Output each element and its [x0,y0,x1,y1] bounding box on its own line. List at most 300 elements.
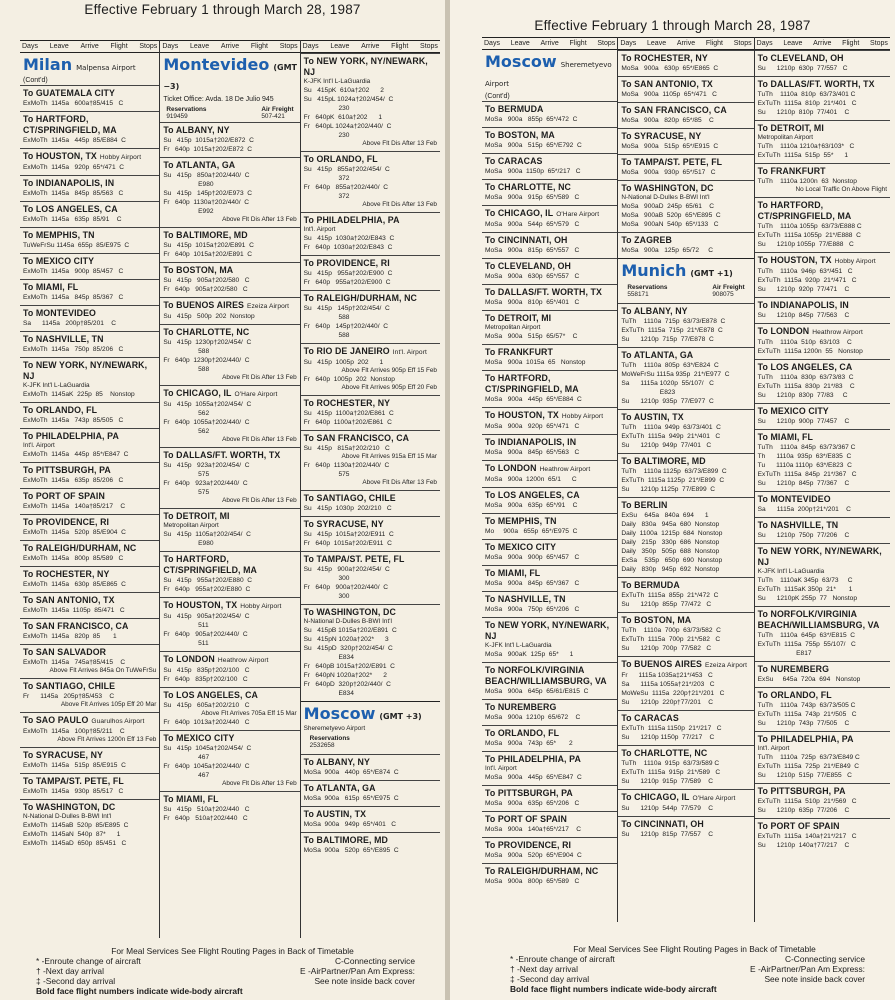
column-header-label: Stops [870,40,888,47]
destination-name [758,520,887,531]
destination-name [485,130,614,141]
destination-entry [301,212,440,255]
destination-name [485,814,614,825]
airport-note: K-JFK Int'l L-LaGuardia [757,568,825,575]
destination-city: To ROCHESTER, NY [621,53,708,63]
airport-note: N-National D-Dulles B-BWI Int'l [303,618,392,625]
column-header [20,40,159,53]
flight-row: Su 415p 510a†202/440 C [163,806,250,813]
flight-row: MoSa 900a 1210p 65/672 C [485,714,581,721]
flight-row: MoSa 900a 800p 65*/589 C [485,878,580,885]
origin-city [621,261,750,282]
destination-name [304,346,437,358]
airport-note: Metropolitan Airport [163,522,219,529]
flight-row: MoSa 900a 845p 65*/367 C [485,580,580,587]
flight-row: ExMoTh 1145a 635p 85/206 C [23,477,124,484]
destination-airport: Guarulhos Airport [91,718,145,725]
flight-row: ExTuTh 1115a 915p 21*/589 C [621,769,721,776]
destination-city: To PROVIDENCE, RI [303,258,390,268]
destination-city: To INDIANAPOLIS, IN [23,178,115,188]
flight-row: Su 1210p 743p 77/505 C [757,720,850,727]
flight-row: ExMoTh 1145a 630p 85/E865 C [23,581,126,588]
destination-city: To BALTIMORE, MD [303,835,388,845]
destination-entry [20,566,159,592]
destination-city: To TAMPA/ST. PETE, FL [23,776,124,786]
destination-airport: O'Hare Airport [234,391,278,398]
legend-row [30,966,435,976]
destination-city: To SAN FRANCISCO, CA [303,433,410,443]
destination-airport: Hobby Airport [834,258,876,265]
destination-name [304,607,437,618]
flight-note: No Local Traffic On Above Flight [795,186,887,193]
flight-row: 467 [163,772,210,779]
flight-row: Fr 640p 1015a†202/E872 C [163,146,253,153]
flight-row: 588 [163,348,210,355]
destination-entry [482,344,617,370]
flight-row: TuTh 1110a 715p 63/73/E878 C [621,318,726,325]
destination-name [758,432,887,443]
destination-entry [301,754,440,780]
airport-note: Int'l. Airport [303,226,336,233]
flight-row: MoSa 900a 645p 65/61/E815 C [485,688,589,695]
flight-row: ExMoTh 1145a 520p 85/E904 C [23,529,126,536]
destination-entry [482,837,617,863]
flight-row: MoSa 900a 635p 65*/91 C [485,502,578,509]
destination-name [485,594,614,605]
flight-row: ExTuTh 1115a 830p 21*/83 C [757,383,855,390]
column-header-label: Flight [391,43,409,50]
destination-name [163,733,296,744]
page-header: Effective February 1 through March 28, 1987 [84,2,361,17]
flight-row: ExMoTh 1145a 800p 85/589 C [23,555,124,562]
footer-meal-note: For Meal Services See Flight Routing Pages in Back of Timetable [111,946,354,956]
destination-entry [482,258,617,284]
destination-name [23,256,156,267]
destination-name [23,715,156,727]
destination-entry [160,447,299,508]
flight-note: Above Flt Arrives 905p Eff 20 Feb [341,384,437,391]
destination-city: To PITTSBURGH, PA [485,788,573,798]
destination-city: To AUSTIN, TX [621,412,684,422]
destination-entry [20,227,159,253]
flight-row: Su 415p 1230p†202/454/ C [163,339,252,346]
column-header-label: Arrive [540,40,559,47]
destination-name [23,178,156,189]
flight-row: MoSa 900a 515p 65/57* C [485,333,578,340]
destination-name [621,580,750,591]
destination-city: To BUENOS AIRES [621,659,703,669]
flight-row: Fr 640p 955a†202/E900 C [303,279,391,286]
destination-city: To MEMPHIS, TN [23,230,95,240]
destination-name [163,794,296,805]
flight-row: Su 415p 1015a†202/E891 C [163,242,254,249]
flight-row: Su 1210p 630p 77/557 C [757,65,848,72]
destination-entry [301,490,440,516]
flight-row: MoSa 900a 915p 65*/589 C [485,194,580,201]
destination-name [23,230,156,241]
destination-name [163,450,296,461]
destination-city: To CARACAS [485,156,543,166]
destination-city: To NORFOLK/VIRGINIA BEACH/WILLIAMSBURG, VA [485,665,607,686]
destination-name [304,554,437,565]
destination-entry [301,290,440,343]
column-header-label: Arrive [80,43,99,50]
origin-city-name: Montevideo [163,55,270,74]
flight-row: Fr 640p 1015a†202/E911 C [303,540,392,547]
destination-name [485,410,614,422]
destination-name [485,754,614,765]
destination-entry [20,357,159,402]
flight-row: MoSa 900aK 125p 65* 1 [485,651,574,658]
destination-city: To DETROIT, MI [757,123,824,133]
flight-row: Sa 1115a 1020p 55/107/ C [621,380,714,387]
flight-note: Above Flt Arrives 845a On TuWeFrSu [49,667,157,674]
destination-city: To CLEVELAND, OH [757,53,844,63]
flight-row: Fr 640p 1230p†202/440/ C [163,357,250,364]
flight-row: ExMoTh 1145a 445p 85/E884 C [23,137,126,144]
destination-name [485,728,614,739]
destination-name [23,750,156,761]
flight-row: 562 [163,428,210,435]
destination-name [304,293,437,304]
destination-name [485,463,614,475]
flight-row: Su 415p 605a†202/210 C [163,702,250,709]
destination-city: To LOS ANGELES, CA [163,690,258,700]
destination-entry [160,687,299,730]
flight-row: Su 415p 905a†202/454/ C [163,613,250,620]
column-header [755,37,890,50]
destination-entry [20,540,159,566]
destination-entry [482,179,617,205]
destination-airport: Hobby Airport [561,413,604,420]
flight-row: ExMoTh 1145a 750p 85/206 C [23,346,124,353]
flight-row: Su 1210p 220p†77/201 C [621,699,713,706]
destination-airport: Heathrow Airport [812,329,863,336]
destination-name [23,151,156,163]
flight-row: TuWeFrSu 1145a 655p 85/E975 C [23,242,130,249]
flight-row: TuTh 1110a 1210a†63/103* C [757,143,855,150]
airport-note: Metropolitan Airport [757,134,814,141]
destination-entry [160,508,299,551]
destination-entry [20,618,159,644]
destination-airport: Ezeiza Airport [705,662,748,669]
destination-city: To ATLANTA, GA [621,350,694,360]
flight-row: MoSa 900a 855p 65*/472 C [485,116,578,123]
destination-airport: Ezeiza Airport [247,303,290,310]
air-freight-number: 507-421 [261,113,285,120]
origin-city-name: Milan [23,55,73,74]
legend-row [504,974,885,984]
flight-row: MoSa 900a 630p 65*/557 C [485,273,580,280]
flight-row: 575 [163,489,210,496]
destination-name [485,542,614,553]
destination-city: To DETROIT, MI [485,313,552,323]
flight-row: ExTuTh 1115a 845p 21*/367 C [757,471,857,478]
destination-name [485,702,614,713]
flight-row: Su 1210p 915p 77/589 C [621,778,713,785]
flight-row: TuTh 1110a 830p 63/73/83 C [757,374,854,381]
destination-city: To PORT OF SPAIN [23,491,105,501]
destination-entry [618,76,753,102]
flight-row: ExMoTh 1145aK 225p 85 Nonstop [23,391,135,398]
destination-entry [20,712,159,747]
destination-name [758,255,887,267]
flight-row: Su 415p 1045a†202/454/ C [163,745,252,752]
column-header-label: Days [162,43,179,50]
destination-entry [482,539,617,565]
destination-city: To NASHVILLE, TN [23,334,104,344]
destination-name [23,647,156,658]
flight-row: MoWeSu 1115a 220p†21*/201 C [621,690,725,697]
destination-entry [482,513,617,539]
flight-row: Su 1210p 1055p 77/E888 C [757,241,854,248]
column-header-label: Flight [842,40,860,47]
destination-entry [618,50,753,76]
destination-name [163,600,296,612]
destination-entry [755,76,890,120]
destination-name [758,734,887,745]
flight-row: ExTuTh 1115a 949p 21*/401 C [621,433,721,440]
destination-name [23,802,156,813]
air-freight-number: 908075 [712,291,734,298]
flight-row: ExTuTh 1115a 743p 21*/505 C [757,711,857,718]
origin-airport: Malpensa Airport [76,64,136,72]
origin-city-name: Munich [621,261,687,280]
flight-row: 300 [303,593,350,600]
destination-city: To PHILADELPHIA, PA [23,431,119,441]
origin-city [482,50,617,92]
flight-row: Su 415p 850a†202/440/ C [163,172,250,179]
reservations-block [310,735,350,749]
flight-row: MoSa 900a 1200n 65/1 C [485,476,577,483]
destination-name [621,235,750,246]
destination-name [304,258,437,269]
destination-city: To CHARLOTTE, NC [621,748,708,758]
destination-name [621,350,750,361]
destination-name [485,208,614,220]
destination-city: To HARTFORD, CT/SPRINGFIELD, MA [757,200,852,221]
destination-airport: O'Hare Airport [692,795,736,802]
destination-entry [20,773,159,799]
reservations-number: 558171 [627,291,649,298]
destination-city: To LOS ANGELES, CA [757,362,853,372]
flight-note: Above Flt Arrives 1200n Eff 13 Feb [57,736,157,743]
destination-name [23,405,156,416]
flight-row: MoWeFrSu 1115a 935p 21*/E977 C [621,371,730,378]
destination-city: To MEMPHIS, TN [485,516,557,526]
destination-entry [618,497,753,577]
destination-entry [482,863,617,889]
destination-name [621,456,750,467]
destination-entry [20,462,159,488]
legend-symbol: E -AirPartner/Pan Am Express: [300,966,415,976]
flight-row: Th 1110a 935p 63*/E835 C [757,453,852,460]
destination-entry [20,644,159,678]
flight-row: 575 [163,471,210,478]
destination-entry [301,604,440,701]
destination-name [758,300,887,311]
timetable-column [754,37,890,922]
destination-city: To CHICAGO, IL [621,792,690,802]
left-timetable-page [0,0,445,1000]
flight-row: Daily 215p 330p 686 Nonstop [621,539,720,546]
destination-entry [482,127,617,153]
destination-entry [755,323,890,359]
destination-entry [482,310,617,344]
flight-row: MoSa 900a 1150p 65*/217 C [485,168,581,175]
flight-row: Fr 640pK 610a†202 1 [303,114,383,121]
origin-gmt: (GMT −3) [163,63,297,91]
destination-city: To BOSTON, MA [485,130,555,140]
flight-row: E992 [163,208,214,215]
destination-name [758,123,887,134]
column-header [160,40,299,53]
destination-city: To HOUSTON, TX [163,600,238,610]
flight-row: ExTuTh 1115a 1150p 21*/217 C [621,725,722,732]
legend-row [504,954,885,964]
origin-airport: Sheremetyevo Airport [303,725,366,732]
reservations-info [621,282,750,300]
column-header-label: Leave [49,43,69,50]
destination-name [23,776,156,787]
destination-name [758,609,887,631]
flight-row: TuTh 1110a 725p 63/73/E849 C [757,754,860,761]
air-freight-block [712,284,744,298]
flight-row: Fr 640pB 1015a†202/E891 C [303,663,395,670]
destination-name [758,494,887,505]
destination-entry [618,710,753,745]
flight-row: Su 1210p 855p 77/472 C [621,601,712,608]
destination-name [485,840,614,851]
flight-row: Sa 1145a 200p†85/201 C [23,320,116,327]
flight-row: MoSa 900a 445p 65*/E847 C [485,774,582,781]
reservations-info [160,104,299,122]
destination-name [758,406,887,417]
flight-row: ExTuTh 1115a 810p 21*/401 C [757,100,857,107]
destination-name [23,569,156,580]
flight-row: MoSa 900a 1105p 65*/471 C [621,91,717,98]
destination-city: To CLEVELAND, OH [485,261,571,271]
flight-row: 230 [303,105,350,112]
destination-entry [301,255,440,290]
destination-city: To ROCHESTER, NY [303,398,391,408]
destination-entry [618,409,753,453]
destination-city: To MIAMI, FL [757,432,813,442]
destination-city: To BERLIN [621,500,668,510]
destination-name [304,835,437,846]
flight-row: ExMoTh 1145a 445p 85*/E847 C [23,451,129,458]
flight-row: Su 1210p 900p 77/457 C [757,418,850,425]
flight-row: E980 [163,540,214,547]
destination-entry [20,402,159,428]
reservations-info [304,733,437,751]
destination-city: To MEXICO CITY [23,256,95,266]
flight-note: Above Flt Dis After 13 Feb [222,436,297,443]
flight-row: MoSa 900a 930p 65*/517 C [621,169,716,176]
legend-symbol: * -Enroute change of aircraft [510,954,615,964]
flight-row: E834 [303,690,354,697]
flight-row: Su 415pL 1024a†202/454/ C [303,96,394,103]
destination-name [23,517,156,528]
destination-city: To FRANKFURT [485,347,553,357]
reservations-block [627,284,667,298]
flight-row: MoSa 900a 630p 65*/E865 C [621,65,719,72]
destination-name [163,554,296,576]
destination-entry [482,205,617,232]
flight-row: Fr 640p 1100a†202/E861 C [303,419,392,426]
destination-city: To MONTEVIDEO [757,494,831,504]
destination-city: To BOSTON, MA [163,265,234,275]
destination-city: To WASHINGTON, DC [303,607,396,617]
flight-row: ExMoTh 1145a 140a†85/217 C [23,503,126,510]
flight-row: Su 415p 500p 202 Nonstop [163,313,255,320]
destination-city: To CHARLOTTE, NC [163,327,250,337]
flight-row: Fr 1115a 1035a‡21*/453 C [621,672,713,679]
destination-name [163,327,296,338]
destination-city: To SYRACUSE, NY [621,131,702,141]
flight-row: TuTh 1110a 1125p 63/73/E899 C [621,468,727,475]
destination-entry [160,122,299,157]
destination-entry [20,428,159,462]
flight-row: 230 [303,132,350,139]
legend-symbol: See note inside back cover [764,974,865,984]
destination-name [23,282,156,293]
flight-row: Su 415p 905a†202/580 C [163,277,250,284]
legend-row [30,976,435,986]
destination-name [163,300,296,312]
flight-row: Su 1210p 635p 77/206 C [757,807,850,814]
destination-city: To BERMUDA [485,104,544,114]
destination-entry [755,818,890,853]
flight-row: ExTuTh 1115a 755p 55/107/ C [757,641,856,648]
flight-row: MoSa 900a 440p 65*/E874 C [303,769,399,776]
destination-airport: Heathrow Airport [217,657,269,664]
legend-row [504,964,885,974]
destination-airport: Int'l. Airport [392,349,427,356]
destination-city: To DALLAS/FT. WORTH, TX [485,287,602,297]
flight-row: ExMoTh 1145a 845p 85/563 C [23,190,124,197]
destination-name [621,306,750,317]
destination-name [621,659,750,671]
flight-row: ExTuTh 1115a 140a†21*/217 C [757,833,857,840]
destination-name [23,543,156,554]
flight-row: MoSa 900a 900p 65*/457 C [485,554,580,561]
destination-city: To LOS ANGELES, CA [485,490,580,500]
destination-entry [618,180,753,232]
destination-entry [618,303,753,347]
destination-entry [482,785,617,811]
flight-row: 588 [303,332,350,339]
flight-row: Daily 830a 945a 680 Nonstop [621,521,720,528]
flight-row: Daily 350p 505p 688 Nonstop [621,548,720,555]
origin-city [304,704,437,725]
destination-city: To SANTIAGO, CHILE [303,493,396,503]
airport-note: Metropolitan Airport [485,324,541,331]
flight-row: ExMoTh 1145a 820p 85 1 [23,633,117,640]
flight-row: Fr 640p 1013a†202/440 C [163,719,250,726]
destination-entry [301,430,440,490]
flight-row: Su 415pB 1015a†202/E891 C [303,627,397,634]
column-header-label: Flight [110,43,128,50]
flight-note: Above Flt Dis After 13 Feb [222,780,297,787]
flight-note: Above Flt Arrives 705a Eff 15 Mar [201,710,297,717]
destination-city: To NASHVILLE, TN [757,520,839,530]
flight-row: Fr 640p 955a†202/E880 C [163,586,251,593]
flight-row: Fr 640pD 320p†202/440/ C [303,681,391,688]
flight-row: 372 [303,193,350,200]
destination-airport: Heathrow Airport [539,466,591,473]
flight-row: ExTuTh 1115aK 350p 21* 1 [757,586,853,593]
